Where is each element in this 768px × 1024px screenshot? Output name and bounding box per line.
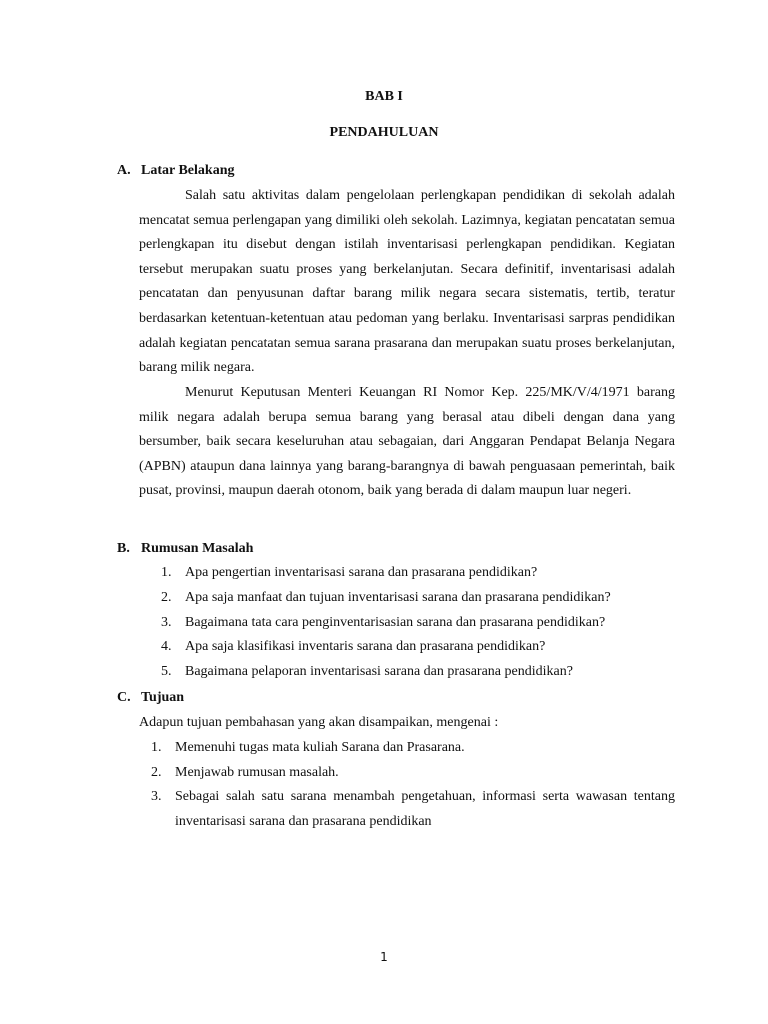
- section-c-heading: [117, 690, 184, 706]
- chapter-label: BAB I: [365, 89, 403, 104]
- list-item: 4. Apa saja klasifikasi inventaris sarana dan prasarana pendidikan?: [161, 639, 546, 654]
- section-b-heading: [117, 541, 253, 557]
- background-paragraph-1: Salah satu aktivitas dalam pengelolaan perlengkapan pendidikan di sekolah adalah mencatat semua perlengapan yang dimiliki oleh sekolah. Lazimnya, kegiatan pencatatan semua perlengkapan itu disebut dengan istilah inventarisasi perlengkapan pendidikan. Kegiatan tersebut merupakan suatu proses yang berkelanjutan. Secara definitif, inventarisasi adalah pencatatan dan penyusunan daftar barang milik negara secara sistematis, tertib, teratur berdasarkan ketentuan-ketentuan atau pedoman yang berlaku. Inventarisasi sarpras pendidikan adalah kegiatan pencatatan semua sarana prasarana dan merupakan suatu proses berkelanjutan, barang milik negara.: [139, 188, 675, 376]
- section-a-letter: A.: [117, 163, 131, 178]
- section-a-title: Latar Belakang: [141, 163, 235, 178]
- objective-intro: Adapun tujuan pembahasan yang akan disampaikan, mengenai :: [139, 715, 499, 730]
- list-item: 3. Sebagai salah satu sarana menambah pengetahuan, informasi serta wawasan tentang inventarisasi sarana dan prasarana pendidikan: [151, 789, 675, 829]
- chapter-title: PENDAHULUAN: [329, 125, 439, 140]
- list-item: 2. Menjawab rumusan masalah.: [151, 765, 339, 780]
- list-item: 5. Bagaimana pelaporan inventarisasi sarana dan prasarana pendidikan?: [161, 664, 573, 679]
- list-item: 2. Apa saja manfaat dan tujuan inventarisasi sarana dan prasarana pendidikan?: [161, 590, 611, 605]
- page-number: 1: [380, 950, 388, 964]
- list-item: 1. Memenuhi tugas mata kuliah Sarana dan Prasarana.: [151, 740, 465, 755]
- section-c-title: Tujuan: [141, 690, 185, 705]
- section-c-letter: C.: [117, 690, 131, 705]
- list-item: 1. Apa pengertian inventarisasi sarana dan prasarana pendidikan?: [161, 565, 538, 580]
- section-b-letter: B.: [117, 541, 130, 556]
- list-item: 3. Bagaimana tata cara penginventarisasian sarana dan prasarana pendidikan?: [161, 615, 606, 630]
- background-paragraph-2: Menurut Keputusan Menteri Keuangan RI Nomor Kep. 225/MK/V/4/1971 barang milik negara adalah berupa semua barang yang berasal atau dibeli dengan dana yang bersumber, baik secara keseluruhan atau sebagaian, dari Anggaran Pendapat Belanja Negara (APBN) ataupun dana lainnya yang barang-barangnya di bawah penguasaan pemerintah, baik pusat, provinsi, maupun daerah otonom, baik yang berada di dalam maupun luar negeri.: [139, 385, 675, 499]
- section-a-heading: [117, 163, 234, 179]
- section-b-title: Rumusan Masalah: [141, 541, 254, 556]
